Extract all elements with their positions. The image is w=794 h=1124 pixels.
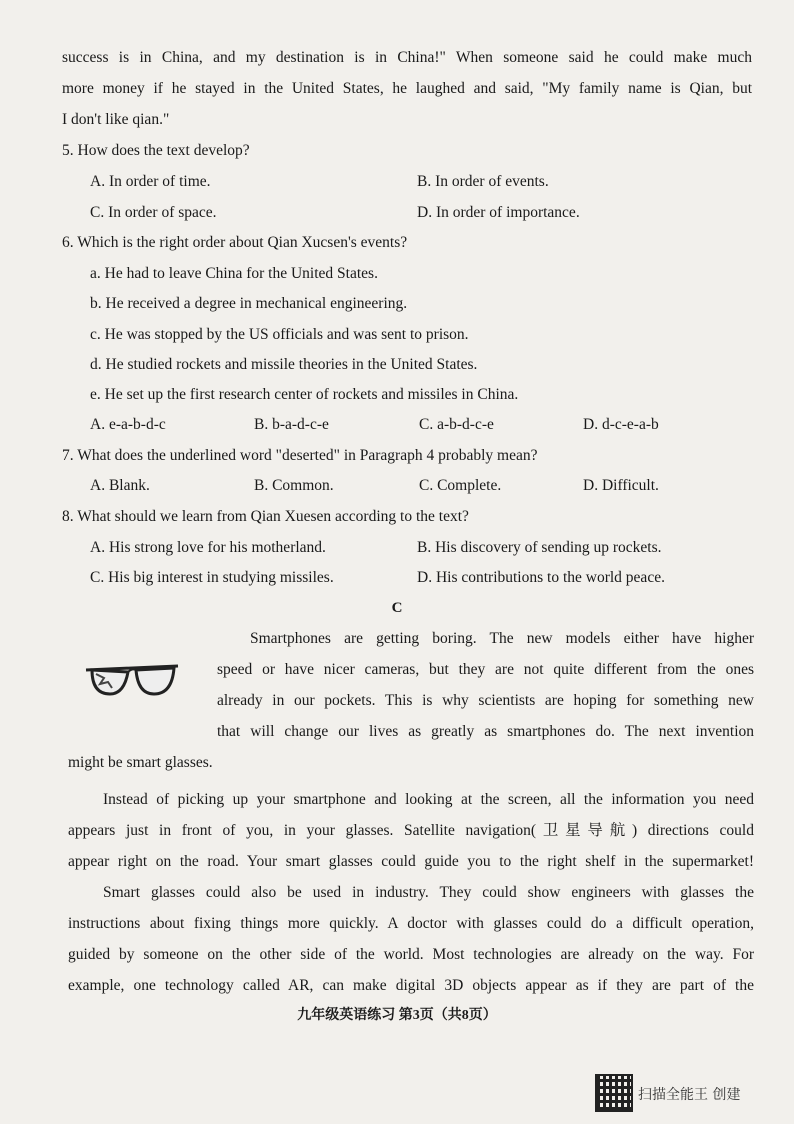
passage-c-line: speed or have nicer cameras, but they are not quite different from the ones	[217, 661, 754, 678]
q6-event-c: c. He was stopped by the US officials and was sent to prison.	[90, 326, 469, 343]
q7-option-b: B. Common.	[254, 477, 334, 494]
passage-c-line: Smart glasses could also be used in industry. They could show engineers with glasses the	[103, 884, 754, 901]
passage-c-line: that will change our lives as greatly as smartphones do. The next invention	[217, 723, 754, 740]
q6-option-b: B. b-a-d-c-e	[254, 416, 329, 433]
q8-option-a: A. His strong love for his motherland.	[90, 539, 326, 556]
q6-event-b: b. He received a degree in mechanical engineering.	[90, 295, 408, 312]
passage-line: more money if he stayed in the United States, he laughed and said, "My family name is Qian, but	[62, 80, 752, 97]
passage-c-line: example, one technology called AR, can make digital 3D objects appear as if they are part of the	[68, 977, 754, 994]
passage-c-line: already in our pockets. This is why scientists are hoping for something new	[217, 692, 754, 709]
section-c-heading: C	[391, 600, 403, 616]
question-7-stem: 7. What does the underlined word "deserted" in Paragraph 4 probably mean?	[62, 447, 538, 464]
q6-event-e: e. He set up the first research center of rockets and missiles in China.	[90, 386, 519, 403]
q8-option-b: B. His discovery of sending up rockets.	[417, 539, 662, 556]
question-5-stem: 5. How does the text develop?	[62, 142, 250, 159]
qr-code-icon	[597, 1076, 631, 1110]
q5-option-d: D. In order of importance.	[417, 204, 580, 221]
q8-option-d: D. His contributions to the world peace.	[417, 569, 665, 586]
passage-line: success is in China, and my destination is in China!" When someone said he could make much	[62, 49, 752, 66]
passage-line: I don't like qian."	[62, 111, 170, 128]
q6-event-a: a. He had to leave China for the United States.	[90, 265, 378, 282]
q5-option-a: A. In order of time.	[90, 173, 211, 190]
passage-c-line: might be smart glasses.	[68, 754, 213, 771]
q6-option-c: C. a-b-d-c-e	[419, 416, 494, 433]
passage-c-line: appears just in front of you, in your glasses. Satellite navigation(卫星导航) directions could	[68, 822, 754, 839]
q6-event-d: d. He studied rockets and missile theories in the United States.	[90, 356, 478, 373]
q7-option-d: D. Difficult.	[583, 477, 659, 494]
q6-option-d: D. d-c-e-a-b	[583, 416, 659, 433]
page-footer: 九年级英语练习 第3页（共8页）	[297, 1008, 497, 1023]
q5-option-b: B. In order of events.	[417, 173, 549, 190]
q6-option-a: A. e-a-b-d-c	[90, 416, 166, 433]
q5-option-c: C. In order of space.	[90, 204, 217, 221]
passage-c-line: guided by someone on the other side of the world. Most technologies are already on the way. For	[68, 946, 754, 963]
scanner-watermark: 扫描全能王 创建	[638, 1087, 741, 1103]
smart-glasses-icon	[84, 660, 180, 702]
passage-c-line: appear right on the road. Your smart glasses could guide you to the right shelf in the supermarket!	[68, 853, 754, 870]
q8-option-c: C. His big interest in studying missiles.	[90, 569, 334, 586]
question-6-stem: 6. Which is the right order about Qian Xucsen's events?	[62, 234, 408, 251]
passage-c-line: Instead of picking up your smartphone and looking at the screen, all the information you need	[103, 791, 754, 808]
q7-option-a: A. Blank.	[90, 477, 150, 494]
question-8-stem: 8. What should we learn from Qian Xuesen according to the text?	[62, 508, 469, 525]
passage-c-line: Smartphones are getting boring. The new models either have higher	[250, 630, 754, 647]
q7-option-c: C. Complete.	[419, 477, 502, 494]
passage-c-line: instructions about fixing things more quickly. A doctor with glasses could do a difficult operation,	[68, 915, 754, 932]
